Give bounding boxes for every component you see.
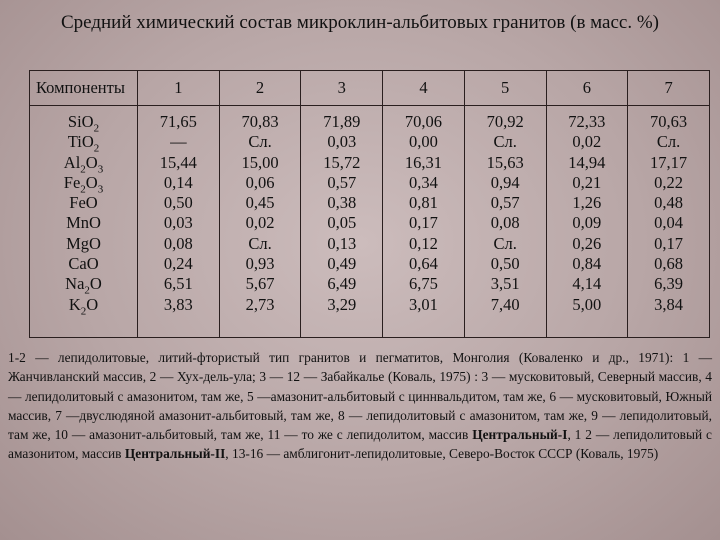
value-cell: 4,14 — [572, 274, 602, 294]
footnote-text-1: 1-2 — лепидолитовые, литий-фтористый тип гранитов и пегматитов, Монголия (Коваленко и др., 1971): 1 — Жанчивланский массив, 2 — Хух-дель-ула; 3 — 12 — Забайкалье (Коваль, 1975) : 3 — мусковитовый, Северный массив, 4 — лепидолитовый с амазонитом, там же, 5 —амазонит-альбитовый с циннвальдитом, там же, 6 — мусковитовый, Южный массив, 7 —двуслюдяной амазонит-альбитовый, там же, 8 — лепидолитовый с амазонитом, там же, 9 — лепидолитовый, там же, 10 — амазонит-альбитовый, там же, 11 — то же с лепидолитом, массив — [8, 350, 712, 443]
values-column-4 — [383, 106, 465, 338]
header-col-1: 1 — [138, 71, 220, 106]
value-cell: 15,63 — [486, 152, 524, 172]
table-header-row — [30, 71, 710, 106]
value-cell: 0,03 — [163, 213, 193, 233]
value-cell: 0,02 — [572, 132, 602, 152]
value-cell: 0,68 — [654, 254, 684, 274]
value-cell: — — [170, 132, 187, 152]
value-cell: 5,67 — [245, 274, 275, 294]
component-cell: SiO$_2$ — [67, 112, 100, 135]
value-cell: 0,09 — [572, 213, 602, 233]
value-cell: 0,02 — [245, 213, 275, 233]
footnote-text-3: , 13-16 — амблигонит-лепидолитовые, Северо-Восток СССР (Коваль, 1975) — [225, 446, 659, 462]
footnote-text-2: , 1 2 — лепидолитовый с амазонитом, массив — [8, 427, 712, 462]
value-cell: 0,12 — [409, 233, 438, 253]
value-cell: 0,64 — [409, 254, 438, 274]
value-cell: 0,93 — [245, 254, 275, 274]
value-cell: 0,57 — [327, 172, 357, 192]
value-cell: 3,01 — [409, 294, 438, 314]
value-cell: 6,51 — [163, 274, 193, 294]
value-cell: 2,73 — [245, 294, 275, 314]
value-cell: 1,26 — [572, 193, 602, 213]
value-cell: 0,05 — [327, 213, 357, 233]
values-column-6 — [546, 106, 628, 338]
value-cell: 3,83 — [163, 294, 193, 314]
value-cell: 0,04 — [654, 213, 684, 233]
value-cell: 6,39 — [654, 274, 684, 294]
header-components: Компоненты — [30, 71, 138, 106]
value-cell: 0,50 — [490, 254, 520, 274]
value-cell: 3,51 — [490, 274, 520, 294]
value-cell: 0,22 — [654, 172, 684, 192]
composition-table — [29, 70, 710, 338]
value-cell: 0,21 — [572, 172, 602, 192]
component-cell: $Al_2O_3$ — [63, 152, 104, 175]
component-cell: TiO$_2$ — [67, 132, 100, 155]
value-cell: 3,29 — [327, 294, 357, 314]
value-cell: 16,31 — [404, 152, 443, 172]
components-column — [30, 106, 138, 338]
value-cell: 70,63 — [650, 112, 688, 131]
table-body-row — [30, 106, 710, 338]
value-cell: 72,33 — [568, 112, 606, 131]
component-cell: $K_2O$ — [68, 294, 99, 317]
component-cell: MgO — [66, 233, 101, 253]
value-cell: Сл. — [248, 233, 272, 253]
component-cell: MnO — [66, 213, 101, 233]
value-cell: 0,45 — [245, 193, 275, 213]
value-cell: 0,06 — [245, 172, 275, 192]
value-cell: 0,48 — [654, 193, 684, 213]
value-cell: 70,83 — [241, 112, 279, 131]
value-cell: 6,75 — [409, 274, 438, 294]
value-cell: 17,17 — [650, 152, 688, 172]
values-column-7 — [628, 106, 710, 338]
value-cell: 0,00 — [409, 132, 438, 152]
value-cell: 5,00 — [572, 294, 602, 314]
value-cell: 0,26 — [572, 233, 602, 253]
value-cell: 0,17 — [409, 213, 438, 233]
footnotes — [8, 348, 712, 464]
component-cell: CaO — [68, 254, 99, 274]
value-cell: Сл. — [493, 233, 517, 253]
footnote-massif-2: Центральный-II — [124, 446, 226, 462]
value-cell: 70,92 — [486, 112, 524, 131]
value-cell: 7,40 — [490, 294, 520, 314]
footnote-massif-1: Центральный-I — [472, 427, 568, 443]
value-cell: 3,84 — [654, 294, 684, 314]
header-col-6: 6 — [546, 71, 628, 106]
page-title: Средний химический состав микроклин-альбитовых гранитов (в масс. %) — [60, 12, 660, 33]
component-cell: $Na_2O$ — [65, 274, 102, 297]
value-cell: 0,24 — [163, 254, 193, 274]
value-cell: 15,00 — [241, 152, 279, 172]
value-cell: 71,89 — [323, 112, 361, 131]
component-cell: $Fe_2O_3$ — [63, 172, 104, 196]
value-cell: 0,14 — [163, 172, 193, 192]
value-cell: Сл. — [493, 132, 517, 152]
value-cell: 0,94 — [490, 172, 520, 192]
values-column-2 — [219, 106, 301, 338]
value-cell: 0,08 — [490, 213, 520, 233]
value-cell: 0,34 — [409, 172, 438, 192]
value-cell: 0,03 — [327, 132, 357, 152]
value-cell: Сл. — [656, 132, 681, 152]
value-cell: Сл. — [248, 132, 272, 152]
value-cell: 0,81 — [409, 193, 438, 213]
value-cell: 0,84 — [572, 254, 602, 274]
values-column-3 — [301, 106, 383, 338]
component-cell: FeO — [69, 193, 98, 213]
header-col-4: 4 — [383, 71, 465, 106]
header-col-2: 2 — [219, 71, 301, 106]
values-column-5 — [464, 106, 546, 338]
value-cell: 0,49 — [327, 254, 357, 274]
value-cell: 0,13 — [327, 233, 357, 253]
value-cell: 70,06 — [404, 112, 443, 131]
value-cell: 0,08 — [163, 233, 193, 253]
value-cell: 15,44 — [159, 152, 197, 172]
header-col-7: 7 — [628, 71, 710, 106]
value-cell: 15,72 — [323, 152, 361, 172]
value-cell: 0,17 — [654, 233, 684, 253]
values-column-1 — [138, 106, 220, 338]
value-cell: 0,50 — [163, 193, 193, 213]
value-cell: 6,49 — [327, 274, 357, 294]
value-cell: 0,38 — [327, 193, 357, 213]
value-cell: 0,57 — [490, 193, 520, 213]
header-col-5: 5 — [464, 71, 546, 106]
value-cell: 71,65 — [159, 112, 197, 131]
value-cell: 14,94 — [568, 152, 606, 172]
header-col-3: 3 — [301, 71, 383, 106]
